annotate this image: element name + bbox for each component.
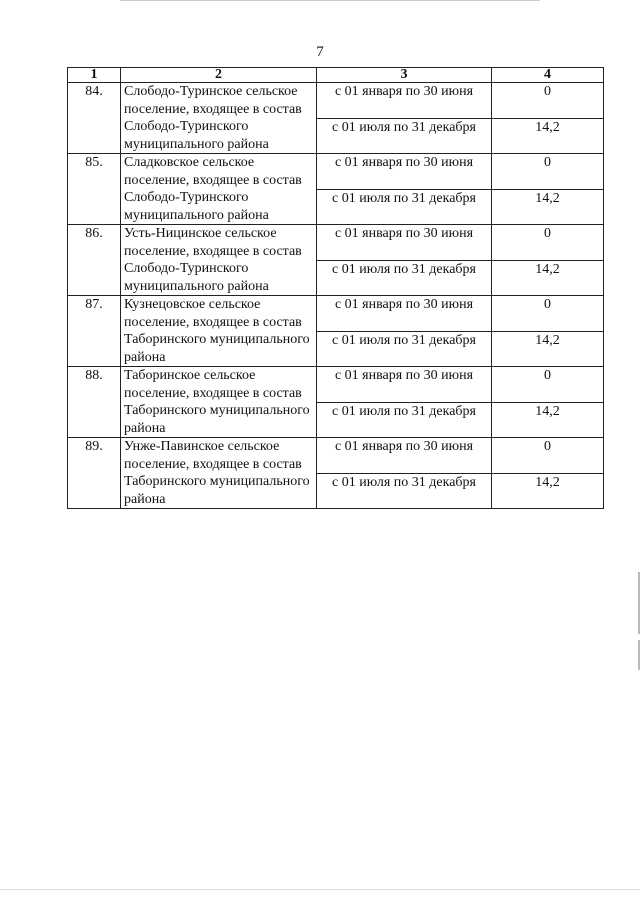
table-row [68,438,604,474]
header-col-2: 2 [121,68,317,83]
value-second-half: 14,2 [492,402,604,438]
row-number: 87. [68,296,121,367]
settlement-name: Слободо-Туринское сельское поселение, входящее в состав Слободо-Туринского муниципального района [121,83,317,154]
scan-artifact-top [120,0,540,1]
period-first-half: с 01 января по 30 июня [317,225,492,261]
header-col-3: 3 [317,68,492,83]
value-second-half: 14,2 [492,189,604,225]
tariff-table [67,67,604,509]
table-row [68,296,604,332]
period-second-half: с 01 июля по 31 декабря [317,331,492,367]
period-second-half: с 01 июля по 31 декабря [317,260,492,296]
settlement-name: Унже-Павинское сельское поселение, входящее в состав Таборинского муниципального района [121,438,317,509]
value-second-half: 14,2 [492,331,604,367]
header-col-4: 4 [492,68,604,83]
period-first-half: с 01 января по 30 июня [317,83,492,119]
table-row [68,83,604,119]
value-first-half: 0 [492,83,604,119]
value-second-half: 14,2 [492,473,604,509]
table-row [68,154,604,190]
period-first-half: с 01 января по 30 июня [317,367,492,403]
period-second-half: с 01 июля по 31 декабря [317,473,492,509]
row-number: 86. [68,225,121,296]
page-number: 7 [316,44,324,60]
row-number: 84. [68,83,121,154]
settlement-name: Таборинское сельское поселение, входящее в состав Таборинского муниципального района [121,367,317,438]
row-number: 89. [68,438,121,509]
value-second-half: 14,2 [492,260,604,296]
value-first-half: 0 [492,367,604,403]
scan-artifact-bottom [0,889,640,890]
settlement-name: Усть-Ницинское сельское поселение, входящее в состав Слободо-Туринского муниципального района [121,225,317,296]
value-second-half: 14,2 [492,118,604,154]
row-number: 88. [68,367,121,438]
table-body [68,83,604,509]
value-first-half: 0 [492,438,604,474]
period-second-half: с 01 июля по 31 декабря [317,118,492,154]
value-first-half: 0 [492,225,604,261]
settlement-name: Кузнецовское сельское поселение, входящее в состав Таборинского муниципального района [121,296,317,367]
period-second-half: с 01 июля по 31 декабря [317,189,492,225]
row-number: 85. [68,154,121,225]
header-col-1: 1 [68,68,121,83]
table-row [68,225,604,261]
period-first-half: с 01 января по 30 июня [317,438,492,474]
value-first-half: 0 [492,296,604,332]
period-first-half: с 01 января по 30 июня [317,154,492,190]
table-row [68,367,604,403]
value-first-half: 0 [492,154,604,190]
settlement-name: Сладковское сельское поселение, входящее в состав Слободо-Туринского муниципального района [121,154,317,225]
period-second-half: с 01 июля по 31 декабря [317,402,492,438]
table-header-row [68,68,604,83]
period-first-half: с 01 января по 30 июня [317,296,492,332]
